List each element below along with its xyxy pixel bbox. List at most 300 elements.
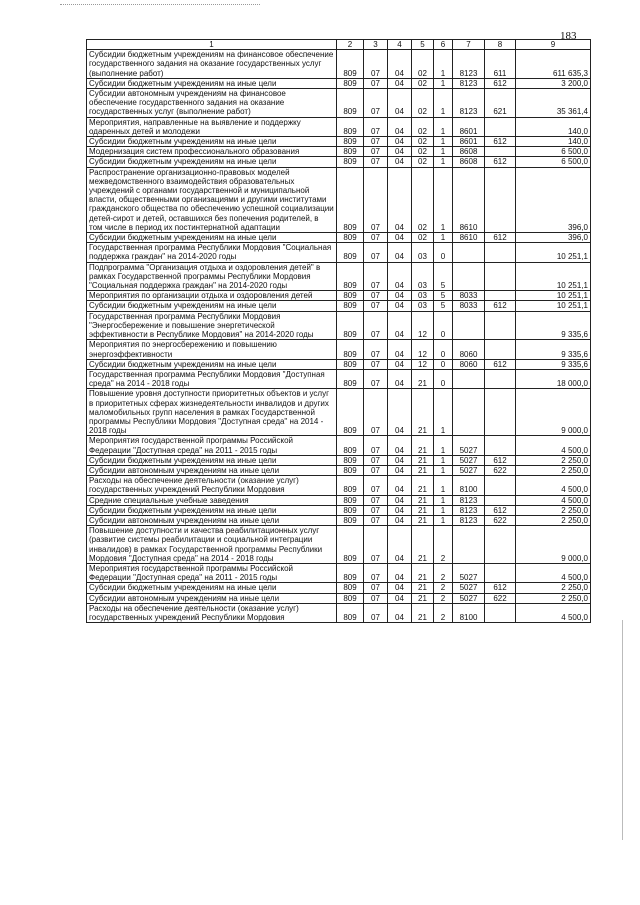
cell-subprogram: 1: [434, 495, 453, 505]
cell-program: 21: [412, 369, 434, 388]
table-row: [87, 50, 591, 79]
cell-ministry: 809: [337, 301, 364, 311]
cell-name: Субсидии бюджетным учреждениям на иные цели: [87, 359, 337, 369]
cell-article: 5027: [453, 583, 485, 593]
cell-amount: 9 000,0: [516, 526, 591, 564]
cell-ministry: 809: [337, 147, 364, 157]
cell-expense-type: [485, 262, 516, 291]
cell-subsection: 04: [388, 476, 412, 495]
cell-expense-type: [485, 476, 516, 495]
cell-name: Мероприятия, направленные на выявление и поддержку одаренных детей и молодежи: [87, 117, 337, 136]
cell-section: 07: [364, 301, 388, 311]
cell-expense-type: 612: [485, 137, 516, 147]
table-row: [87, 262, 591, 291]
cell-ministry: 809: [337, 455, 364, 465]
cell-amount: 18 000,0: [516, 369, 591, 388]
cell-section: 07: [364, 262, 388, 291]
cell-subprogram: 0: [434, 369, 453, 388]
cell-ministry: 809: [337, 369, 364, 388]
cell-name: Субсидии бюджетным учреждениям на иные цели: [87, 233, 337, 243]
cell-subprogram: 1: [434, 50, 453, 79]
cell-subprogram: 0: [434, 340, 453, 359]
header-row: [87, 40, 591, 50]
cell-amount: 6 500,0: [516, 157, 591, 167]
cell-section: 07: [364, 369, 388, 388]
table-row: [87, 301, 591, 311]
cell-ministry: 809: [337, 359, 364, 369]
cell-name: Подпрограмма "Организация отдыха и оздоровления детей" в рамках Государственной программы Республики Мордовия "Социальная поддержка граждан" на 2014-2020 годы: [87, 262, 337, 291]
cell-name: Мероприятия по организации отдыха и оздоровления детей: [87, 291, 337, 301]
cell-expense-type: 622: [485, 515, 516, 525]
cell-subsection: 04: [388, 495, 412, 505]
table-row: [87, 291, 591, 301]
table-row: [87, 593, 591, 603]
cell-section: 07: [364, 603, 388, 622]
cell-subsection: 04: [388, 157, 412, 167]
cell-amount: 4 500,0: [516, 495, 591, 505]
cell-amount: 9 335,6: [516, 311, 591, 340]
cell-name: Субсидии бюджетным учреждениям на иные цели: [87, 301, 337, 311]
cell-ministry: 809: [337, 505, 364, 515]
cell-article: 8033: [453, 301, 485, 311]
cell-subsection: 04: [388, 563, 412, 582]
cell-ministry: 809: [337, 50, 364, 79]
table-row: [87, 359, 591, 369]
cell-section: 07: [364, 436, 388, 455]
cell-section: 07: [364, 233, 388, 243]
cell-ministry: 809: [337, 465, 364, 475]
cell-expense-type: [485, 389, 516, 436]
cell-article: 8608: [453, 147, 485, 157]
cell-subsection: 04: [388, 291, 412, 301]
cell-section: 07: [364, 359, 388, 369]
cell-subsection: 04: [388, 526, 412, 564]
header-cell: 4: [388, 40, 412, 50]
cell-section: 07: [364, 465, 388, 475]
cell-program: 03: [412, 262, 434, 291]
cell-article: [453, 526, 485, 564]
cell-ministry: 809: [337, 603, 364, 622]
cell-section: 07: [364, 167, 388, 232]
cell-article: [453, 311, 485, 340]
cell-name: Средние специальные учебные заведения: [87, 495, 337, 505]
cell-program: 21: [412, 455, 434, 465]
cell-section: 07: [364, 455, 388, 465]
table-row: [87, 311, 591, 340]
cell-subprogram: 1: [434, 147, 453, 157]
cell-program: 12: [412, 359, 434, 369]
cell-article: 8033: [453, 291, 485, 301]
cell-amount: 4 500,0: [516, 563, 591, 582]
table-row: [87, 603, 591, 622]
cell-subprogram: 2: [434, 563, 453, 582]
cell-section: 07: [364, 89, 388, 118]
cell-article: 8601: [453, 117, 485, 136]
cell-article: [453, 243, 485, 262]
cell-amount: 2 250,0: [516, 505, 591, 515]
cell-expense-type: 612: [485, 233, 516, 243]
cell-section: 07: [364, 389, 388, 436]
cell-name: Государственная программа Республики Мордовия "Социальная поддержка граждан" на 2014-2020 годы: [87, 243, 337, 262]
cell-program: 02: [412, 137, 434, 147]
cell-ministry: 809: [337, 291, 364, 301]
cell-expense-type: 612: [485, 157, 516, 167]
header-cell: 1: [87, 40, 337, 50]
cell-section: 07: [364, 311, 388, 340]
cell-program: 02: [412, 50, 434, 79]
cell-subsection: 04: [388, 50, 412, 79]
cell-section: 07: [364, 243, 388, 262]
cell-amount: 35 361,4: [516, 89, 591, 118]
cell-ministry: 809: [337, 526, 364, 564]
cell-amount: 9 335,6: [516, 340, 591, 359]
cell-ministry: 809: [337, 563, 364, 582]
table-row: [87, 526, 591, 564]
cell-expense-type: 622: [485, 593, 516, 603]
cell-section: 07: [364, 476, 388, 495]
cell-subprogram: 1: [434, 389, 453, 436]
cell-subprogram: 1: [434, 465, 453, 475]
cell-expense-type: 621: [485, 89, 516, 118]
cell-program: 02: [412, 167, 434, 232]
cell-section: 07: [364, 515, 388, 525]
header-cell: 7: [453, 40, 485, 50]
cell-program: 02: [412, 147, 434, 157]
cell-section: 07: [364, 291, 388, 301]
cell-subprogram: 1: [434, 515, 453, 525]
cell-name: Субсидии бюджетным учреждениям на финансовое обеспечение государственного задания на оказание государственных услуг (выполнение работ): [87, 50, 337, 79]
cell-article: 8123: [453, 505, 485, 515]
cell-ministry: 809: [337, 389, 364, 436]
cell-amount: 6 500,0: [516, 147, 591, 157]
cell-program: 12: [412, 311, 434, 340]
cell-name: Государственная программа Республики Мордовия "Доступная среда" на 2014 - 2018 годы: [87, 369, 337, 388]
cell-name: Мероприятия по энергосбережению и повышению энергоэффективности: [87, 340, 337, 359]
cell-expense-type: [485, 436, 516, 455]
cell-subprogram: 5: [434, 301, 453, 311]
cell-section: 07: [364, 495, 388, 505]
table-row: [87, 563, 591, 582]
cell-amount: 2 250,0: [516, 583, 591, 593]
cell-subsection: 04: [388, 137, 412, 147]
cell-subprogram: 1: [434, 117, 453, 136]
cell-expense-type: [485, 495, 516, 505]
cell-article: 8060: [453, 359, 485, 369]
table-row: [87, 89, 591, 118]
cell-program: 21: [412, 563, 434, 582]
cell-amount: 396,0: [516, 167, 591, 232]
cell-amount: 10 251,1: [516, 301, 591, 311]
cell-expense-type: [485, 311, 516, 340]
cell-program: 21: [412, 505, 434, 515]
cell-article: 8610: [453, 233, 485, 243]
cell-ministry: 809: [337, 495, 364, 505]
cell-expense-type: 612: [485, 455, 516, 465]
budget-table: [86, 39, 591, 623]
cell-subsection: 04: [388, 243, 412, 262]
cell-amount: 2 250,0: [516, 455, 591, 465]
cell-ministry: 809: [337, 78, 364, 88]
cell-program: 21: [412, 465, 434, 475]
cell-expense-type: [485, 526, 516, 564]
cell-subprogram: 2: [434, 603, 453, 622]
cell-expense-type: [485, 117, 516, 136]
cell-name: Мероприятия государственной программы Российской Федерации "Доступная среда" на 2011 - 2015 годы: [87, 436, 337, 455]
cell-article: 8123: [453, 515, 485, 525]
header-cell: 3: [364, 40, 388, 50]
cell-subprogram: 0: [434, 359, 453, 369]
cell-name: Субсидии автономным учреждениям на финансовое обеспечение государственного задания на оказание государственных услуг (выполнение работ): [87, 89, 337, 118]
cell-subsection: 04: [388, 603, 412, 622]
cell-article: [453, 389, 485, 436]
cell-program: 02: [412, 157, 434, 167]
cell-name: Субсидии бюджетным учреждениям на иные цели: [87, 137, 337, 147]
cell-subsection: 04: [388, 89, 412, 118]
cell-name: Повышение доступности и качества реабилитационных услуг (развитие системы реабилитации и социальной интеграции инвалидов) в рамках Государственной программы Республики Мордовия "Доступная среда" на 2014 - 2018 годы: [87, 526, 337, 564]
cell-subsection: 04: [388, 340, 412, 359]
cell-article: 8100: [453, 603, 485, 622]
cell-article: 8123: [453, 50, 485, 79]
cell-program: 02: [412, 233, 434, 243]
cell-name: Субсидии бюджетным учреждениям на иные цели: [87, 78, 337, 88]
cell-amount: 2 250,0: [516, 593, 591, 603]
cell-expense-type: [485, 369, 516, 388]
cell-amount: 396,0: [516, 233, 591, 243]
cell-article: 5027: [453, 455, 485, 465]
cell-ministry: 809: [337, 233, 364, 243]
cell-subsection: 04: [388, 389, 412, 436]
cell-name: Повышение уровня доступности приоритетных объектов и услуг в приоритетных сферах жизнедеятельности инвалидов и других маломобильных групп населения в рамках Государственной программы Республики Мордовия "Доступная среда" на 2014 - 2018 годы: [87, 389, 337, 436]
cell-article: 8608: [453, 157, 485, 167]
cell-name: Субсидии автономным учреждениям на иные цели: [87, 515, 337, 525]
cell-section: 07: [364, 147, 388, 157]
cell-ministry: 809: [337, 137, 364, 147]
cell-name: Распространение организационно-правовых моделей межведомственного взаимодействия образовательных учреждений с органами государственной и муниципальной власти, общественными организациями и другими институтами гражданского общества по обеспечению успешной социализации детей-сирот и детей, оставшихся без попечения родителей, в том числе в период их постинтернатной адаптации: [87, 167, 337, 232]
cell-program: 12: [412, 340, 434, 359]
header-cell: 8: [485, 40, 516, 50]
cell-expense-type: [485, 147, 516, 157]
cell-subsection: 04: [388, 262, 412, 291]
cell-program: 21: [412, 593, 434, 603]
cell-article: 8610: [453, 167, 485, 232]
cell-subprogram: 0: [434, 311, 453, 340]
cell-program: 02: [412, 78, 434, 88]
cell-subsection: 04: [388, 505, 412, 515]
cell-subprogram: 1: [434, 476, 453, 495]
table-row: [87, 515, 591, 525]
cell-name: Субсидии бюджетным учреждениям на иные цели: [87, 455, 337, 465]
cell-subprogram: 2: [434, 593, 453, 603]
cell-program: 02: [412, 89, 434, 118]
cell-article: 5027: [453, 436, 485, 455]
cell-expense-type: 612: [485, 78, 516, 88]
cell-subsection: 04: [388, 515, 412, 525]
cell-subsection: 04: [388, 311, 412, 340]
cell-article: 5027: [453, 593, 485, 603]
cell-subprogram: 1: [434, 455, 453, 465]
cell-subsection: 04: [388, 359, 412, 369]
cell-expense-type: [485, 340, 516, 359]
cell-expense-type: 622: [485, 465, 516, 475]
cell-program: 21: [412, 515, 434, 525]
cell-expense-type: 611: [485, 50, 516, 79]
cell-section: 07: [364, 117, 388, 136]
cell-subprogram: 2: [434, 583, 453, 593]
cell-section: 07: [364, 583, 388, 593]
cell-article: [453, 262, 485, 291]
cell-name: Субсидии автономным учреждениям на иные цели: [87, 465, 337, 475]
cell-name: Расходы на обеспечение деятельности (оказание услуг) государственных учреждений Республики Мордовия: [87, 476, 337, 495]
cell-amount: 611 635,3: [516, 50, 591, 79]
cell-ministry: 809: [337, 593, 364, 603]
cell-amount: 10 251,1: [516, 291, 591, 301]
table-row: [87, 436, 591, 455]
cell-amount: 140,0: [516, 137, 591, 147]
cell-subsection: 04: [388, 465, 412, 475]
cell-subsection: 04: [388, 455, 412, 465]
cell-name: Мероприятия государственной программы Российской Федерации "Доступная среда" на 2011 - 2015 годы: [87, 563, 337, 582]
cell-section: 07: [364, 505, 388, 515]
cell-ministry: 809: [337, 167, 364, 232]
cell-ministry: 809: [337, 117, 364, 136]
header-cell: 2: [337, 40, 364, 50]
cell-article: 8123: [453, 495, 485, 505]
cell-expense-type: 612: [485, 301, 516, 311]
cell-subprogram: 1: [434, 505, 453, 515]
table-row: [87, 389, 591, 436]
cell-ministry: 809: [337, 311, 364, 340]
table-row: [87, 137, 591, 147]
cell-ministry: 809: [337, 157, 364, 167]
cell-name: Субсидии бюджетным учреждениям на иные цели: [87, 157, 337, 167]
cell-program: 02: [412, 117, 434, 136]
cell-subsection: 04: [388, 147, 412, 157]
cell-program: 21: [412, 476, 434, 495]
cell-program: 21: [412, 436, 434, 455]
cell-subprogram: 1: [434, 137, 453, 147]
header-cell: 5: [412, 40, 434, 50]
cell-subsection: 04: [388, 78, 412, 88]
cell-expense-type: [485, 167, 516, 232]
table-row: [87, 369, 591, 388]
cell-program: 03: [412, 243, 434, 262]
cell-article: 8060: [453, 340, 485, 359]
cell-ministry: 809: [337, 89, 364, 118]
cell-subsection: 04: [388, 117, 412, 136]
table-row: [87, 340, 591, 359]
table-row: [87, 243, 591, 262]
cell-article: 5027: [453, 465, 485, 475]
cell-amount: 140,0: [516, 117, 591, 136]
cell-article: 5027: [453, 563, 485, 582]
cell-amount: 10 251,1: [516, 262, 591, 291]
cell-subprogram: 1: [434, 167, 453, 232]
cell-program: 21: [412, 495, 434, 505]
cell-subsection: 04: [388, 583, 412, 593]
cell-expense-type: [485, 243, 516, 262]
table-row: [87, 147, 591, 157]
cell-expense-type: [485, 563, 516, 582]
cell-amount: 3 200,0: [516, 78, 591, 88]
cell-ministry: 809: [337, 436, 364, 455]
cell-amount: 2 250,0: [516, 465, 591, 475]
table-row: [87, 583, 591, 593]
cell-amount: 4 500,0: [516, 476, 591, 495]
cell-section: 07: [364, 157, 388, 167]
cell-expense-type: [485, 603, 516, 622]
table-row: [87, 455, 591, 465]
cell-subprogram: 5: [434, 291, 453, 301]
cell-program: 03: [412, 301, 434, 311]
cell-subsection: 04: [388, 593, 412, 603]
page-number: 183: [560, 30, 577, 42]
cell-subsection: 04: [388, 301, 412, 311]
cell-amount: 9 000,0: [516, 389, 591, 436]
scan-artifact-top: [60, 4, 260, 6]
cell-program: 21: [412, 583, 434, 593]
cell-section: 07: [364, 563, 388, 582]
cell-subsection: 04: [388, 436, 412, 455]
header-cell: 9: [516, 40, 591, 50]
table-row: [87, 157, 591, 167]
cell-subprogram: 5: [434, 262, 453, 291]
cell-section: 07: [364, 526, 388, 564]
cell-subsection: 04: [388, 233, 412, 243]
cell-expense-type: 612: [485, 583, 516, 593]
cell-amount: 4 500,0: [516, 603, 591, 622]
cell-program: 21: [412, 389, 434, 436]
cell-ministry: 809: [337, 476, 364, 495]
cell-program: 21: [412, 526, 434, 564]
cell-subsection: 04: [388, 167, 412, 232]
cell-name: Расходы на обеспечение деятельности (оказание услуг) государственных учреждений Республики Мордовия: [87, 603, 337, 622]
table-row: [87, 167, 591, 232]
cell-amount: 4 500,0: [516, 436, 591, 455]
cell-subprogram: 1: [434, 233, 453, 243]
cell-expense-type: 612: [485, 359, 516, 369]
cell-article: 8100: [453, 476, 485, 495]
table-row: [87, 117, 591, 136]
table-row: [87, 465, 591, 475]
scan-artifact-right: [622, 620, 624, 840]
cell-ministry: 809: [337, 262, 364, 291]
cell-subprogram: 1: [434, 436, 453, 455]
cell-article: 8123: [453, 89, 485, 118]
table-row: [87, 476, 591, 495]
cell-subprogram: 1: [434, 157, 453, 167]
cell-section: 07: [364, 50, 388, 79]
header-cell: 6: [434, 40, 453, 50]
cell-article: 8601: [453, 137, 485, 147]
cell-amount: 10 251,1: [516, 243, 591, 262]
cell-section: 07: [364, 593, 388, 603]
cell-ministry: 809: [337, 515, 364, 525]
cell-section: 07: [364, 137, 388, 147]
cell-name: Модернизация систем профессионального образования: [87, 147, 337, 157]
cell-subsection: 04: [388, 369, 412, 388]
cell-expense-type: [485, 291, 516, 301]
table-row: [87, 78, 591, 88]
cell-ministry: 809: [337, 340, 364, 359]
cell-ministry: 809: [337, 583, 364, 593]
cell-name: Государственная программа Республики Мордовия "Энергосбережение и повышение энергетической эффективности в Республике Мордовия" на 2014-2020 годы: [87, 311, 337, 340]
cell-subprogram: 1: [434, 78, 453, 88]
cell-name: Субсидии бюджетным учреждениям на иные цели: [87, 583, 337, 593]
cell-name: Субсидии бюджетным учреждениям на иные цели: [87, 505, 337, 515]
cell-amount: 2 250,0: [516, 515, 591, 525]
cell-section: 07: [364, 340, 388, 359]
cell-subprogram: 2: [434, 526, 453, 564]
